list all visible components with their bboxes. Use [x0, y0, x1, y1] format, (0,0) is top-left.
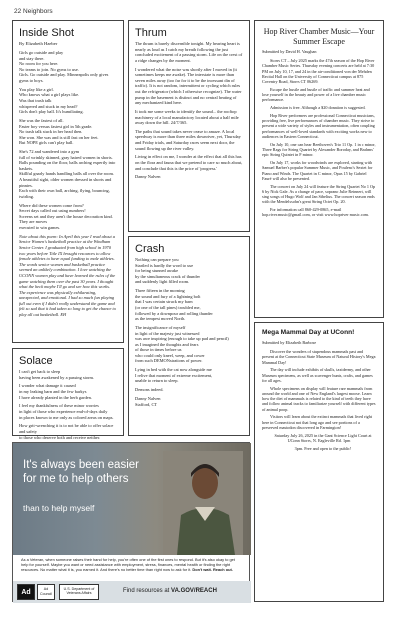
thrum-author: Danny Nalven	[135, 174, 161, 180]
stanza	[135, 387, 243, 393]
mega-mammal-title: Mega Mammal Day at UConn!	[262, 329, 355, 336]
poem-line: and suddenly light filled room.	[135, 279, 190, 285]
solace-body	[19, 369, 117, 449]
stanza	[19, 87, 117, 115]
ad-body-text: As a Veteran, when someone raises their hand for help, you're often one of the first ones to respond. But it's also okay to get help for yourself. Maybe you want or need assistance with employment, stress, finances, mental health or finding the right resources. No matter what it is, you earned it. And there's no better time than right now to ask for it.	[21, 557, 235, 572]
mega-mammal-body	[262, 349, 376, 451]
chamber-music-article	[254, 20, 384, 318]
poem-line: A beautiful sight, older women dressed in shorts and pinnies.	[19, 177, 112, 188]
poem-line: whispered and stuck in my head?	[19, 103, 78, 109]
stanza	[135, 325, 243, 364]
poem-line: Lying in bed with the cat now alongside me	[135, 367, 212, 373]
stanza	[19, 203, 117, 231]
stanza	[135, 257, 243, 285]
ad-headline: It's always been easier for me to help others	[23, 459, 139, 485]
poem-line: I feel my thankfulness of these minor worries	[19, 403, 99, 409]
paragraph: The concert on July 24 will feature the String Quartet No 1 Op 6 by Nick Gale. As a change of pace, soprano Julie Reinnert, will sing songs of Hugo Wolf and Jan Sibelius. The concert season ends with the Mendelssohn's great String Octet Op. 20.	[262, 183, 376, 205]
poem-line: Startled is hardly the word to use	[135, 262, 194, 268]
poem-line: Balls pounding on the floor, balls arching expertly into baskets.	[19, 160, 116, 171]
poem-line: as I imagined the thoughts and fears	[135, 341, 199, 347]
paragraph: Escape the hustle and bustle of traffic and summer heat and lose yourself in the beauty and power of a live chamber music performance.	[262, 86, 370, 103]
ad-footer	[13, 581, 251, 603]
paragraph: I wondered what the noise was shortly after I moved in (it sometimes keeps me awake). The interstate is more than seven miles away (too far for it to be the incessant din of traffic). It is not random, intermittent or cycling which rules out the refrigerator (which I otherwise recognize). The water pump in the basement is distinct and no central heating of any mechanized kind here.	[135, 66, 242, 106]
inside-shot-title: Inside Shot	[19, 27, 75, 39]
chamber-music-title: Hop River Chamber Music—Your Summer Escape	[263, 27, 375, 46]
poem-line: I can't get back to sleep	[19, 369, 61, 374]
inside-shot-poem	[19, 50, 117, 318]
poem-line: They are moves	[19, 219, 48, 225]
ad-call-to-action	[123, 588, 217, 594]
poem-line: She's 72 and wandered into a gym	[19, 149, 80, 155]
stanza	[135, 288, 243, 322]
paragraph: Discover the wonders of stupendous mammals past and present at the Connecticut State Museum of Natural History's Mega Mammal Day!	[262, 349, 376, 365]
paragraph: On July 17, works for woodwinds are explored, starting with Samuel Barber's popular Summer Music, and Poulenc's Sextet for Piano and Winds. The Quartet in C minor, Opus 15 by Gabriel Fauré will also be presented.	[262, 160, 373, 181]
poem-note: Note about this poem: In April this year I read about a Senior Women's basketball practice at the Windham Senior Center. I graduated from high school in 1970 two years before Title IX brought resources to allow female athletes to have equal funding to male athletes. The words senior women and basketball practice seemed an unlikely combination. I love watching the UCONN women play and have learned the rules of the game watching them over the past 30 years. I thought what the heck maybe I'll go and see how this works. The experience was physically exhilarating, unexpected, and emotional. I had so much fun playing full out even if I didn't really understand the game and felt so sad that it had taken so long to get the chance to play all out basketball. EH	[19, 233, 116, 318]
paragraph: Storrs CT – July 2025 marks the 47th season of the Hop River Chamber Music Series. Thursday evening concerts are held at 7:30 PM on July 10, 17, and 24 in the air-conditioned von der Mehden Recital Hall on the University of Connecticut campus at 875 Coventry Road, Storrs CT 06269.	[262, 58, 375, 85]
ad-photo	[13, 443, 251, 555]
poem-line: and stay there.	[19, 55, 45, 61]
ad-logo: Ad	[17, 584, 35, 600]
crash-body	[135, 257, 243, 407]
poem-line: Girls go outside and play	[19, 50, 64, 55]
poem-line: The insignificance of myself	[135, 324, 186, 330]
stanza	[19, 403, 117, 420]
chamber-music-byline: Submitted by David H. Vaughan	[262, 49, 317, 54]
poem-line: She won. She was and is still fast on her feet.	[19, 134, 99, 140]
stanza	[135, 367, 243, 384]
poem-line: by the simultaneous crack of thunder	[135, 273, 200, 279]
poem-line: the sound and fury of a lightning bolt	[135, 293, 201, 299]
poem-line: No trash talk stuck in her head then.	[19, 129, 83, 135]
poem-line: Faster boy versus fastest girl in 5th grade.	[19, 123, 93, 129]
poem-line: (or one of the tall pines) troubled me,	[135, 304, 201, 310]
solace-title: Solace	[19, 355, 53, 367]
poem-line: No teams to join. No gyms to use.	[19, 66, 79, 72]
thrum-body	[135, 41, 243, 180]
paragraph: Visitors will learn about the extinct mammals that lived right here in Connecticut not that long ago and see portions of a preserved mastodon discovered in Farmington!	[262, 414, 372, 431]
poem-line: unable to return to sleep.	[135, 378, 179, 384]
paragraph: The day will include exhibits of skulls, taxidermy, and other Museum specimens, as well as scavenger hunts, crafts, and games for all ages.	[262, 367, 373, 383]
poem-line: Screens set and they aren't the house decoration kind.	[19, 213, 113, 219]
crash-poem	[128, 236, 250, 436]
paragraph: Living in effect on me, I wonder at the effect that all this has on the flora and fauna that we pretend to care so much about, and conclude that this is the price of 'progress.'	[135, 154, 243, 171]
stanza	[19, 149, 117, 199]
poem-line: who could only kneel, weep, and cower	[135, 352, 205, 358]
poem-line: Nothing can prepare you	[135, 257, 179, 262]
paragraph: Whole specimens on display will feature rare mammals from around the world and one of New England's largest moose. Learn how the diet of mammals is related to the kind of teeth they have and follow animal tracks to familiarize yourself with different types of animal poop.	[262, 385, 376, 412]
poem-line: Where did these women come from?	[19, 202, 84, 208]
poem-line: executed to win games.	[19, 224, 61, 230]
poem-line: I wonder what damage it caused	[19, 383, 76, 389]
paragraph: It took me some weeks to identify the sound... the rooftop machinery of a local manufactory located about a half mile away down the hill. 24/7/365.	[135, 108, 239, 126]
stanza	[19, 423, 117, 440]
va-logo: U.S. Department of Veterans Affairs	[59, 584, 99, 600]
poem-line: for being stunned awake	[135, 268, 179, 274]
poem-line: that I was certain struck my barn	[135, 299, 193, 305]
poem-line: How grit-wrenching it is to not be able to offer solace and safety	[19, 423, 114, 434]
poem-line: in light of those who experience end-of-days daily	[19, 408, 108, 414]
poem-line: Who knows what a girl plays like.	[19, 92, 80, 98]
paragraph: Hop River performers are professional Connecticut musicians, providing free, live performances of chamber music. They strive to present a wide variety of styles and instrumentation, often coupling performances of well-loved standards with exciting works new to audiences in Eastern Connecticut.	[262, 112, 375, 140]
mega-mammal-byline: Submitted by Elizabeth Barbose	[262, 340, 317, 345]
va-advertisement	[12, 442, 250, 602]
stanza	[19, 369, 117, 380]
poem-line: as the tempest moved North.	[135, 316, 186, 322]
paragraph: Admission is free. Although a $20 donation is suggested.	[270, 105, 366, 111]
stanza	[19, 383, 117, 400]
paragraph: On July 10, one can hear Beethoven's Trio 11 Op. 1 in c minor, Three Rags for String Quartet by Alexander Boroday, and Brahms' epic String Quintet in F minor.	[262, 141, 376, 158]
poem-line: was awe inspiring (enough to take up pad and pencil)	[135, 336, 229, 342]
poem-line: You play like a girl.	[19, 86, 54, 92]
stanza	[19, 118, 117, 146]
poem-line: Skillful gnarly hands handling balls all over the room.	[19, 171, 114, 177]
poem-line: But NOPE girls can't play ball.	[19, 140, 74, 146]
inside-shot-byline: By Elizabeth Haeber	[19, 41, 58, 46]
paragraph: The paths that sound takes never cease to amaze. A local speedway is more than three miles downriver, yet, Thursday and Friday trials, and Saturday races seem next door, the sound flowing up the river valley.	[135, 128, 241, 151]
inside-shot-article	[12, 20, 124, 343]
poem-line: Girls. Go outside and play. Minneapolis only gives gyms to boys.	[19, 72, 109, 83]
thrum-title: Thrum	[135, 27, 167, 39]
crash-title: Crash	[135, 243, 165, 255]
author-name: Danny Nalven	[135, 396, 161, 401]
stanza	[19, 50, 117, 84]
paragraph: For information call 860-429-0865, e-mail hop.river.music@gmail.com, or visit www.hopriver music.com.	[262, 207, 369, 218]
solace-poem	[12, 348, 124, 440]
poem-line: full of wrinkly skinned, gray haired women in shorts.	[19, 154, 113, 160]
page-folio: 22 Neighbors	[14, 8, 53, 15]
chamber-music-body	[262, 58, 376, 218]
poem-line: I have already planted in the herb garden.	[19, 394, 92, 400]
poem-line: No room for you here.	[19, 61, 59, 67]
event-time: 3pm. Free and open to the public!	[294, 445, 352, 451]
mega-mammal-article	[254, 322, 384, 602]
ad-cta-prefix: Find resources at	[123, 588, 172, 594]
poem-line: Three fifteen in the morning	[135, 288, 185, 294]
crash-author	[135, 396, 243, 407]
ad-cta-url[interactable]: VA.GOV/REACH	[171, 588, 217, 594]
ad-body	[21, 557, 243, 572]
paragraph: The thrum is barely discernible tonight. My hearing heart is nearly as loud as I catch my breath following the just concluded excitement of a passing storm. Life on the crest of a ridge changes by the moment.	[135, 41, 243, 63]
poem-line: to those who deserve both and receive neither.	[19, 434, 101, 440]
ad-subline: than to help myself	[23, 503, 95, 513]
poem-line: Girls don't play ball. It's humiliating.	[19, 109, 84, 115]
poem-line: having been awakened by a passing storm.	[19, 374, 94, 380]
poem-line: in light of the majesty just witnessed	[135, 330, 200, 336]
poem-line: Was that trash talk	[19, 97, 52, 103]
veteran-portrait-icon	[163, 451, 243, 555]
poem-line: Each with their own ball, arching, flying, bouncing, twirling.	[19, 188, 110, 199]
poem-line: Demons indeed.	[135, 387, 164, 393]
ad-council-logo: Ad Council	[37, 584, 55, 600]
poem-line: from such DEMONstrations of power.	[135, 358, 203, 364]
event-details: Saturday July 26, 2025 in the Gant Science Light Court at UConn Storrs, N. Eagleville Rd. 1pm	[274, 432, 372, 444]
author-location: Stafford, CT	[135, 401, 158, 407]
poem-line: Secret days called out using numbers!	[19, 208, 86, 214]
poem-line: She was the fastest of all.	[19, 117, 64, 123]
poem-line: I relive that moment of extreme excitement,	[135, 372, 213, 378]
poem-line: of those in times before us	[135, 347, 182, 353]
poem-line: followed by a downpour and rolling thunder	[135, 310, 213, 316]
thrum-article	[128, 20, 250, 232]
poem-line: in my leaking barn and the few barkys	[19, 388, 87, 394]
poem-line: in places known to me only as colored areas on maps.	[19, 414, 114, 420]
ad-body-bold: Don't wait. Reach out.	[192, 567, 233, 572]
